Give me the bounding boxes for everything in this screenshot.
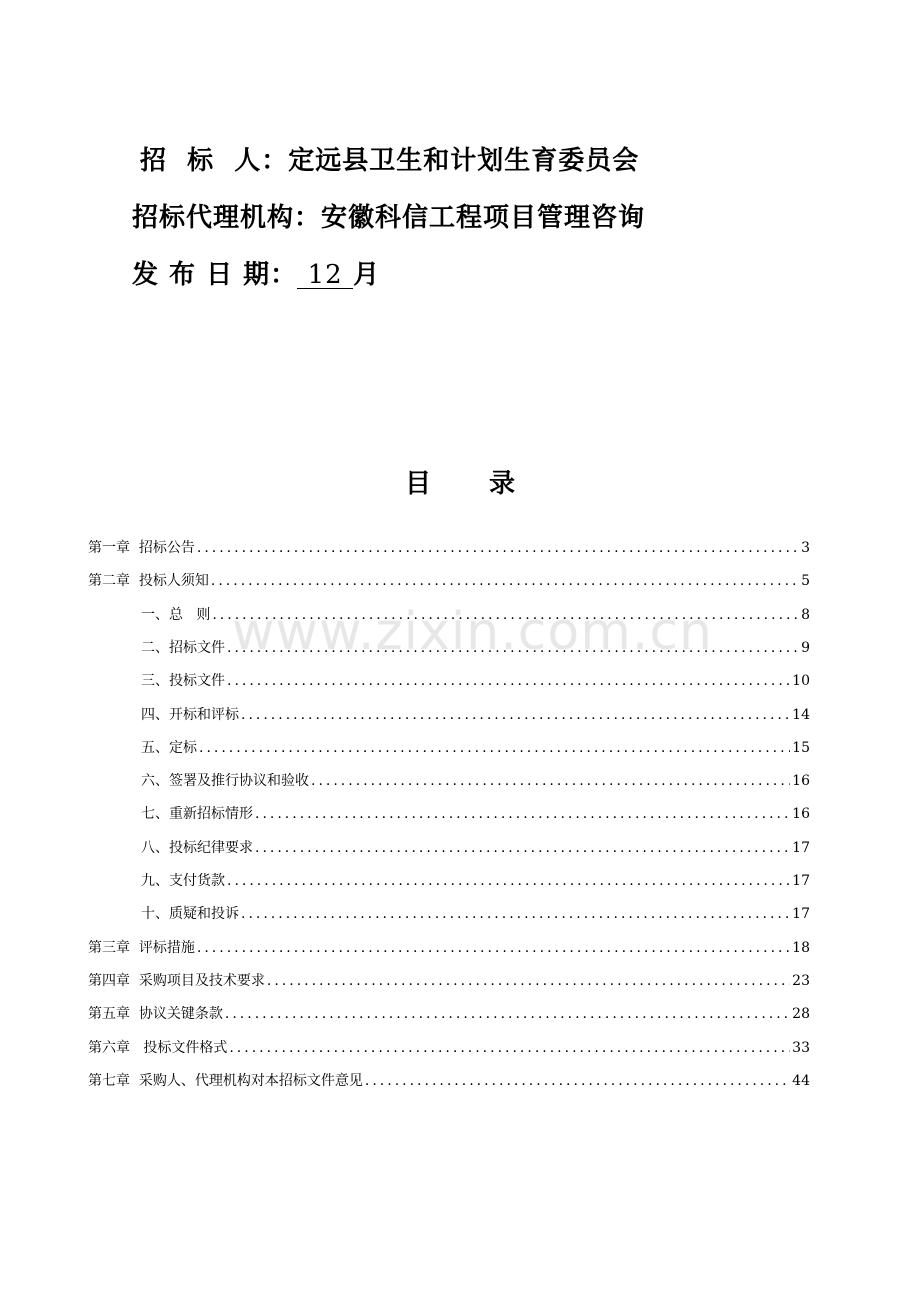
toc-leader-dots <box>241 706 790 724</box>
toc-entry-page: 8 <box>801 607 810 623</box>
toc-entry-title: 四、开标和评标 <box>141 707 239 723</box>
toc-leader-dots <box>211 572 799 590</box>
toc-entry-page: 17 <box>792 873 810 889</box>
toc-leader-dots <box>227 639 799 657</box>
tenderer-label: 招 标 人： <box>140 146 289 176</box>
toc-entry[interactable] <box>88 539 810 557</box>
toc-entry-title: 五、定标 <box>141 740 197 756</box>
toc-leader-dots <box>225 1005 790 1023</box>
toc-leader-dots <box>241 905 790 923</box>
toc-entry-title: 第一章 招标公告 <box>88 540 195 556</box>
toc-leader-dots <box>229 1039 790 1057</box>
toc-leader-dots <box>227 672 790 690</box>
date-label: 发 布 日 期： <box>132 260 298 290</box>
toc-entry-title: 第二章 投标人须知 <box>88 573 209 589</box>
toc-entry-title: 二、招标文件 <box>141 640 225 656</box>
toc-entry-title: 第四章 采购项目及技术要求 <box>88 973 265 989</box>
toc-entry[interactable] <box>141 639 810 657</box>
toc-entry-page: 33 <box>792 1040 810 1056</box>
toc-entry[interactable] <box>88 972 810 990</box>
tenderer-line <box>140 146 639 176</box>
toc-entry-page: 17 <box>792 906 810 922</box>
toc-entry-title: 第五章 协议关键条款 <box>88 1006 223 1022</box>
toc-title-text: 目录 <box>404 469 573 499</box>
toc-leader-dots <box>365 1072 790 1090</box>
toc-entry-page: 23 <box>792 973 810 989</box>
toc-entry-title: 第六章 投标文件格式 <box>88 1040 228 1056</box>
toc-entry[interactable] <box>88 939 810 957</box>
toc-entry[interactable] <box>141 672 810 690</box>
toc-leader-dots <box>311 772 790 790</box>
toc-leader-dots <box>197 939 790 957</box>
toc-entry-title: 三、投标文件 <box>141 673 225 689</box>
toc-entry-title: 八、投标纪律要求 <box>141 840 253 856</box>
toc-entry[interactable] <box>141 872 810 890</box>
toc-entry[interactable] <box>88 1005 810 1023</box>
toc-entry-page: 14 <box>792 707 810 723</box>
date-line <box>132 260 380 290</box>
toc-entry-title: 九、支付货款 <box>141 873 225 889</box>
toc-entry[interactable] <box>88 1039 810 1057</box>
toc-entry-page: 17 <box>792 840 810 856</box>
toc-entry[interactable] <box>88 572 810 590</box>
toc-entry-title: 第七章 采购人、代理机构对本招标文件意见 <box>88 1073 363 1089</box>
agency-label: 招标代理机构： <box>132 203 322 233</box>
toc-entry-page: 9 <box>801 640 810 656</box>
agency-line <box>132 203 645 233</box>
toc-entry-page: 5 <box>801 573 810 589</box>
toc-entry-page: 3 <box>801 540 810 556</box>
toc-entry-page: 18 <box>792 940 810 956</box>
toc-entry[interactable] <box>141 772 810 790</box>
toc-leader-dots <box>199 739 790 757</box>
toc-entry-title: 十、质疑和投诉 <box>141 906 239 922</box>
toc-entry[interactable] <box>141 739 810 757</box>
toc-leader-dots <box>212 606 799 624</box>
date-unit: 月 <box>353 260 381 290</box>
tenderer-value: 定远县卫生和计划生育委员会 <box>288 146 640 176</box>
toc-entry-page: 10 <box>792 673 810 689</box>
toc-leader-dots <box>197 539 799 557</box>
toc-entry[interactable] <box>141 805 810 823</box>
watermark: www.zixin.com.cn <box>232 602 713 662</box>
toc-entry-title: 七、重新招标情形 <box>141 806 253 822</box>
toc-entry-page: 44 <box>792 1073 810 1089</box>
toc-entry-title: 第三章 评标措施 <box>88 940 195 956</box>
toc-entry[interactable] <box>141 839 810 857</box>
toc-entry-page: 16 <box>792 773 810 789</box>
toc-leader-dots <box>255 805 790 823</box>
toc-leader-dots <box>267 972 790 990</box>
toc-entry-page: 15 <box>792 740 810 756</box>
toc-entry-page: 16 <box>792 806 810 822</box>
toc-entry-title: 一、总 则 <box>141 607 211 623</box>
toc-leader-dots <box>255 839 790 857</box>
toc-entry[interactable] <box>88 1072 810 1090</box>
toc-entry-title: 六、签署及推行协议和验收 <box>141 773 309 789</box>
toc-title <box>0 463 920 500</box>
toc-entry-page: 28 <box>792 1006 810 1022</box>
toc-entry[interactable] <box>141 606 810 624</box>
toc-entry[interactable] <box>141 905 810 923</box>
toc-leader-dots <box>227 872 790 890</box>
date-value: 12 <box>297 262 353 289</box>
agency-value: 安徽科信工程项目管理咨询 <box>321 203 646 233</box>
toc-entry[interactable] <box>141 706 810 724</box>
